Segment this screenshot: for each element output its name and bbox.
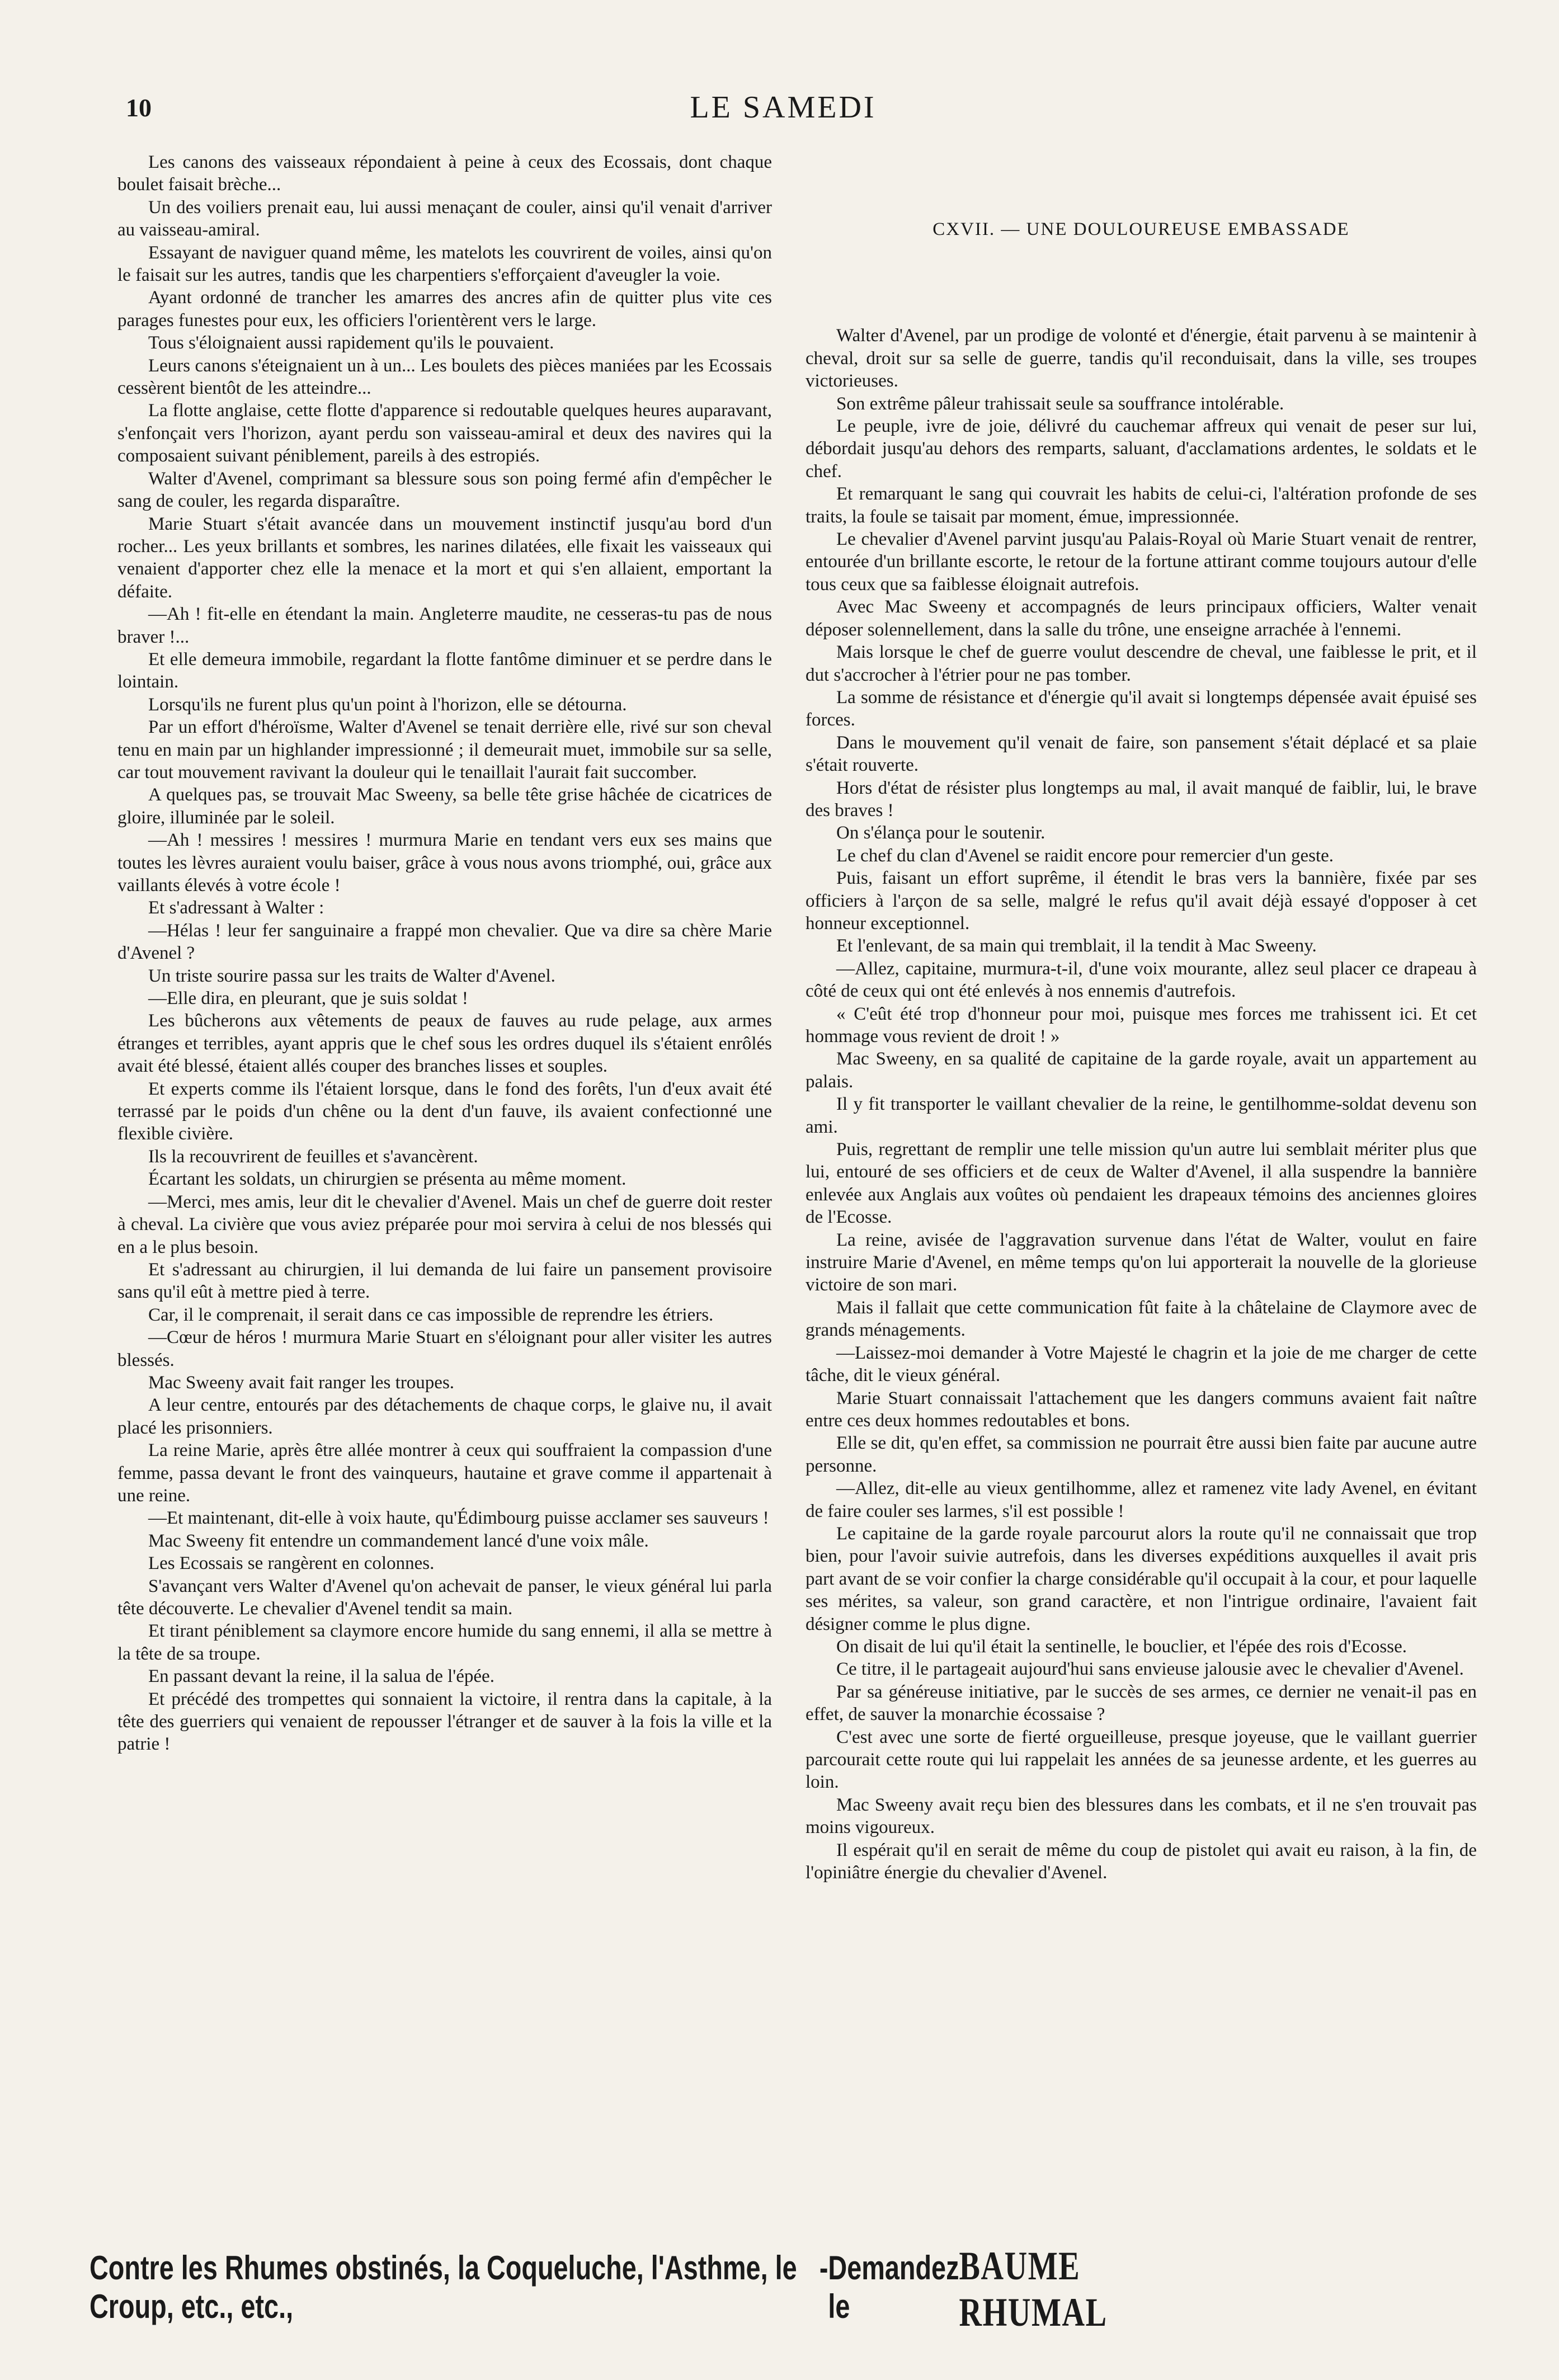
left-column-paragraph: Et s'adressant à Walter : [148,898,324,918]
left-column-paragraph: Ils la recouvrirent de feuilles et s'avancèrent. [148,1146,478,1167]
left-column-paragraph: —Hélas ! leur fer sanguinaire a frappé mon chevalier. Que va dire sa chère Marie d'Avenel ? [117,920,772,964]
right-column-paragraph: Mais lorsque le chef de guerre voulut descendre de cheval, une faiblesse le prit, et il dut s'accrocher à l'étrier pour ne pas tomber. [806,642,1477,685]
right-column-paragraph: Son extrême pâleur trahissait seule sa souffrance intolérable. [836,393,1284,414]
left-column-paragraph: Les canons des vaisseaux répondaient à peine à ceux des Ecossais, dont chaque boulet faisait brèche... [117,152,772,195]
left-column [117,151,772,2209]
right-column-paragraph: Il espérait qu'il en serait de même du coup de pistolet qui avait eu raison, à la fin, de l'opiniâtre énergie du chevalier d'Avenel. [806,1840,1477,1883]
left-column-paragraph: Mac Sweeny fit entendre un commandement lancé d'une voix mâle. [148,1530,649,1551]
right-column-paragraph: C'est avec une sorte de fierté orgueilleuse, presque joyeuse, que le vaillant guerrier parcourait cette route qui lui rappelait les années de sa jeunesse ardente, et les guerres au loin. [806,1727,1477,1793]
left-column-paragraph: A quelques pas, se trouvait Mac Sweeny, sa belle tête grise hâchée de cicatrices de gloire, illuminée par le soleil. [117,785,772,828]
right-column-paragraph: Le chef du clan d'Avenel se raidit encore pour remercier d'un geste. [836,845,1334,866]
left-column-paragraph: A leur centre, entourés par des détachements de chaque corps, le glaive nu, il avait placé les prisonniers. [117,1395,772,1438]
footer-ad-text: Contre les Rhumes obstinés, la Coqueluche, l'Asthme, le Croup, etc., etc., [90,2249,797,2325]
left-column-paragraph: Tous s'éloignaient aussi rapidement qu'ils le pouvaient. [148,333,554,354]
chapter-heading: CXVII. — UNE DOULOUREUSE EMBASSADE [932,219,1350,239]
left-column-paragraph: Un triste sourire passa sur les traits de Walter d'Avenel. [148,965,555,986]
left-column-paragraph: Les Ecossais se rangèrent en colonnes. [148,1553,435,1574]
right-column-paragraph: Marie Stuart connaissait l'attachement que les dangers communs avaient fait naître entre ces deux hommes redoutables et bons. [806,1388,1477,1431]
footer-ad-dash: - [819,2249,828,2287]
right-column-paragraph: Dans le mouvement qu'il venait de faire, son pansement s'était déplacé et sa plaie s'était rouverte. [806,732,1477,776]
left-column-paragraph: La flotte anglaise, cette flotte d'apparence si redoutable quelques heures auparavant, s'enfonçait vers l'horizon, ayant perdu son vaisseau-amiral et deux des navires qui la composaient suivant péniblement, pareils à des estropiés. [117,400,772,466]
left-column-paragraph: Et s'adressant au chirurgien, il lui demanda de lui faire un pansement provisoire sans qu'il eût à mettre pied à terre. [117,1259,772,1303]
journal-title: LE SAMEDI [690,90,877,125]
left-column-paragraph: Un des voiliers prenait eau, lui aussi menaçant de couler, ainsi qu'il venait d'arriver au vaisseau-amiral. [117,197,772,241]
right-column-paragraph: Ce titre, il le partageait aujourd'hui sans envieuse jalousie avec le chevalier d'Avenel. [836,1659,1464,1680]
right-column-paragraph: Le peuple, ivre de joie, délivré du cauchemar affreux qui venait de peser sur lui, débordait jusqu'au dehors des remparts, saluant, d'acclamations ardentes, le soldats et le chef. [806,416,1477,482]
right-column-paragraph: Il y fit transporter le vaillant chevalier de la reine, le gentilhomme-soldat devenu son ami. [806,1094,1477,1137]
left-column-paragraph: —Et maintenant, dit-elle à voix haute, qu'Édimbourg puisse acclamer ses sauveurs ! [148,1508,769,1529]
right-column-paragraph: Le capitaine de la garde royale parcourut alors la route qu'il ne connaissait que trop bien, pour l'avoir suivie autrefois, dans les diverses expéditions auxquelles il avait pris part avant de se voir confier la charge considérable qu'il occupait à la cour, et pour laquelle ses mérites, sa valeur, son grand caractère, et non l'intrigue ordinaire, l'avaient fait désigner comme le plus digne. [806,1523,1477,1634]
right-column-paragraph: Et remarquant le sang qui couvrait les habits de celui-ci, l'altération profonde de ses traits, la foule se taisait par moment, émue, impressionnée. [806,484,1477,527]
left-column-paragraph: Lorsqu'ils ne furent plus qu'un point à l'horizon, elle se détourna. [148,694,627,715]
left-column-paragraph: —Ah ! fit-elle en étendant la main. Angleterre maudite, ne cesseras-tu pas de nous braver !... [117,604,772,647]
left-column-paragraph: Marie Stuart s'était avancée dans un mouvement instinctif jusqu'au bord d'un rocher... Les yeux brillants et sombres, les narines dilatées, elle fixait les vaisseaux qui venaient d'apporter chez elle la menace et la mort et qui s'en allaient, emportant la défaite. [117,513,772,602]
right-column-paragraph: On s'élança pour le soutenir. [836,823,1045,843]
footer-advertisement [90,2243,1180,2336]
right-column-paragraph: « C'eût été trop d'honneur pour moi, puisque mes forces me trahissent ici. Et cet hommage vous revient de droit ! » [806,1003,1477,1047]
left-column-paragraph: Par un effort d'héroïsme, Walter d'Avenel se tenait derrière elle, rivé sur son cheval tenu en main par un highlander impressionné ; il demeurait muet, immobile sur sa selle, car tout mouvement ravivant la douleur qui le tenaillait l'aurait fait succomber. [117,717,772,783]
footer-ad-call: Demandez le [828,2249,959,2325]
right-column-paragraph: Et l'enlevant, de sa main qui tremblait, il la tendit à Mac Sweeny. [836,936,1317,956]
left-column-paragraph: Car, il le comprenait, il serait dans ce cas impossible de reprendre les étriers. [148,1304,714,1325]
right-column-paragraph: —Allez, capitaine, murmura-t-il, d'une voix mourante, allez seul placer ce drapeau à côté de ceux qui ont été enlevés à nos ennemis d'autrefois. [806,958,1477,1002]
right-column-paragraph: Puis, regrettant de remplir une telle mission qu'un autre lui semblait mériter plus que lui, entouré de ses officiers et de ceux de Walter d'Avenel, il alla suspendre la bannière enlevée aux Anglais aux voûtes où pendaient les drapeaux témoins des anciennes gloires de l'Ecosse. [806,1139,1477,1228]
right-column-paragraph: Mais il fallait que cette communication fût faite à la châtelaine de Claymore avec de grands ménagements. [806,1297,1477,1341]
left-column-paragraph: Walter d'Avenel, comprimant sa blessure sous son poing fermé afin d'empêcher le sang de couler, les regarda disparaître. [117,468,772,512]
right-column-paragraph: Le chevalier d'Avenel parvint jusqu'au Palais-Royal où Marie Stuart venait de rentrer, entourée d'un brillante escorte, le retour de la fortune attirant comme toujours autour d'elle tous ceux que sa faiblesse éloignait autrefois. [806,529,1477,595]
left-column-paragraph: Et précédé des trompettes qui sonnaient la victoire, il rentra dans la capitale, à la tête des guerriers qui venaient de repousser l'étranger et de sauver à la fois la ville et la patrie ! [117,1689,772,1755]
right-column [806,151,1477,2209]
left-column-paragraph: —Cœur de héros ! murmura Marie Stuart en s'éloignant pour aller visiter les autres blessés. [117,1327,772,1370]
right-column-paragraph: Elle se dit, qu'en effet, sa commission ne pourrait être aussi bien faite par aucune autre personne. [806,1433,1477,1476]
left-column-paragraph: Écartant les soldats, un chirurgien se présenta au même moment. [148,1169,627,1190]
left-column-paragraph: Essayant de naviguer quand même, les matelots les couvrirent de voiles, ainsi qu'on le faisait sur les autres, tandis que les charpentiers s'efforçaient d'aveugler la voie. [117,242,772,286]
right-column-paragraph: Avec Mac Sweeny et accompagnés de leurs principaux officiers, Walter venait déposer solennellement, dans la salle du trône, une enseigne arrachée à l'ennemi. [806,597,1477,640]
right-column-paragraph: Mac Sweeny, en sa qualité de capitaine de la garde royale, avait un appartement au palais. [806,1049,1477,1092]
left-column-paragraph: Et experts comme ils l'étaient lorsque, dans le fond des forêts, l'un d'eux avait été terrassé par le poids d'un chêne ou la dent d'un fauve, ils avaient confectionné une flexible civière. [117,1078,772,1144]
left-column-paragraph: Leurs canons s'éteignaient un à un... Les boulets des pièces maniées par les Ecossais cessèrent bientôt de les atteindre... [117,355,772,399]
left-column-paragraph: Ayant ordonné de trancher les amarres des ancres afin de quitter plus vite ces parages funestes pour eux, les officiers l'orientèrent vers le large. [117,288,772,331]
left-column-paragraph: La reine Marie, après être allée montrer à ceux qui souffraient la compassion d'une femme, passa devant le front des vainqueurs, hautaine et grave comme il appartenait à une reine. [117,1440,772,1506]
left-column-paragraph: —Ah ! messires ! messires ! murmura Marie en tendant vers eux ses mains que toutes les lèvres auraient voulu baiser, grâce à vous nous avons triomphé, oui, grâce aux vaillants élevés à votre école ! [117,830,772,896]
right-column-paragraph: Par sa généreuse initiative, par le succès de ses armes, ce dernier ne venait-il pas en effet, de sauver la monarchie écossaise ? [806,1681,1477,1725]
right-column-paragraph: La reine, avisée de l'aggravation survenue dans l'état de Walter, voulut en faire instruire Marie d'Avenel, en même temps qu'on lui apporterait la nouvelle de la glorieuse victoire de son mari. [806,1229,1477,1295]
right-column-paragraph: Walter d'Avenel, par un prodige de volonté et d'énergie, était parvenu à se maintenir à cheval, droit sur sa selle de guerre, tandis qu'il reconduisait, dans la ville, ses troupes victorieuses. [806,326,1477,392]
left-column-paragraph: —Merci, mes amis, leur dit le chevalier d'Avenel. Mais un chef de guerre doit rester à cheval. La civière que vous aviez préparée pour moi servira à celui de nos blessés qui en a le plus besoin. [117,1191,772,1257]
left-column-paragraph: —Elle dira, en pleurant, que je suis soldat ! [148,988,468,1009]
right-column-paragraph: —Laissez-moi demander à Votre Majesté le chagrin et la joie de me charger de cette tâche, dit le vieux général. [806,1342,1477,1386]
left-column-paragraph: Et elle demeura immobile, regardant la flotte fantôme diminuer et se perdre dans le lointain. [117,649,772,692]
footer-ad-product: BAUME RHUMAL [959,2244,1108,2335]
left-column-paragraph: En passant devant la reine, il la salua de l'épée. [148,1666,494,1687]
right-column-paragraph: Puis, faisant un effort suprême, il étendit le bras vers la bannière, fixée par ses officiers à l'arçon de sa selle, malgré le refus qu'il avait déjà essayé d'opposer à cet honneur exceptionnel. [806,868,1477,934]
left-column-paragraph: Et tirant péniblement sa claymore encore humide du sang ennemi, il alla se mettre à la tête de sa troupe. [117,1621,772,1664]
left-column-paragraph: S'avançant vers Walter d'Avenel qu'on achevait de panser, le vieux général lui parla tête découverte. Le chevalier d'Avenel tendit sa main. [117,1576,772,1619]
right-column-paragraph: On disait de lui qu'il était la sentinelle, le bouclier, et l'épée des rois d'Ecosse. [836,1636,1407,1657]
right-column-paragraph: La somme de résistance et d'énergie qu'il avait si longtemps dépensée avait épuisé ses forces. [806,687,1477,731]
right-column-paragraph: —Allez, dit-elle au vieux gentilhomme, allez et ramenez vite lady Avenel, en évitant de faire couler ses larmes, s'il est possible ! [806,1478,1477,1521]
right-column-paragraph: Hors d'état de résister plus longtemps au mal, il avait manqué de faiblir, lui, le brave des braves ! [806,777,1477,821]
page-number: 10 [126,93,152,122]
left-column-paragraph: Les bûcherons aux vêtements de peaux de fauves au rude pelage, aux armes étranges et terribles, ayant appris que le chef sous les ordres duquel ils s'étaient enrôlés avait été blessé, étaient allés couper des branches lisses et souples. [117,1011,772,1077]
left-column-paragraph: Mac Sweeny avait fait ranger les troupes. [148,1372,455,1393]
right-column-paragraph: Mac Sweeny avait reçu bien des blessures dans les combats, et il ne s'en trouvait pas moins vigoureux. [806,1794,1477,1838]
